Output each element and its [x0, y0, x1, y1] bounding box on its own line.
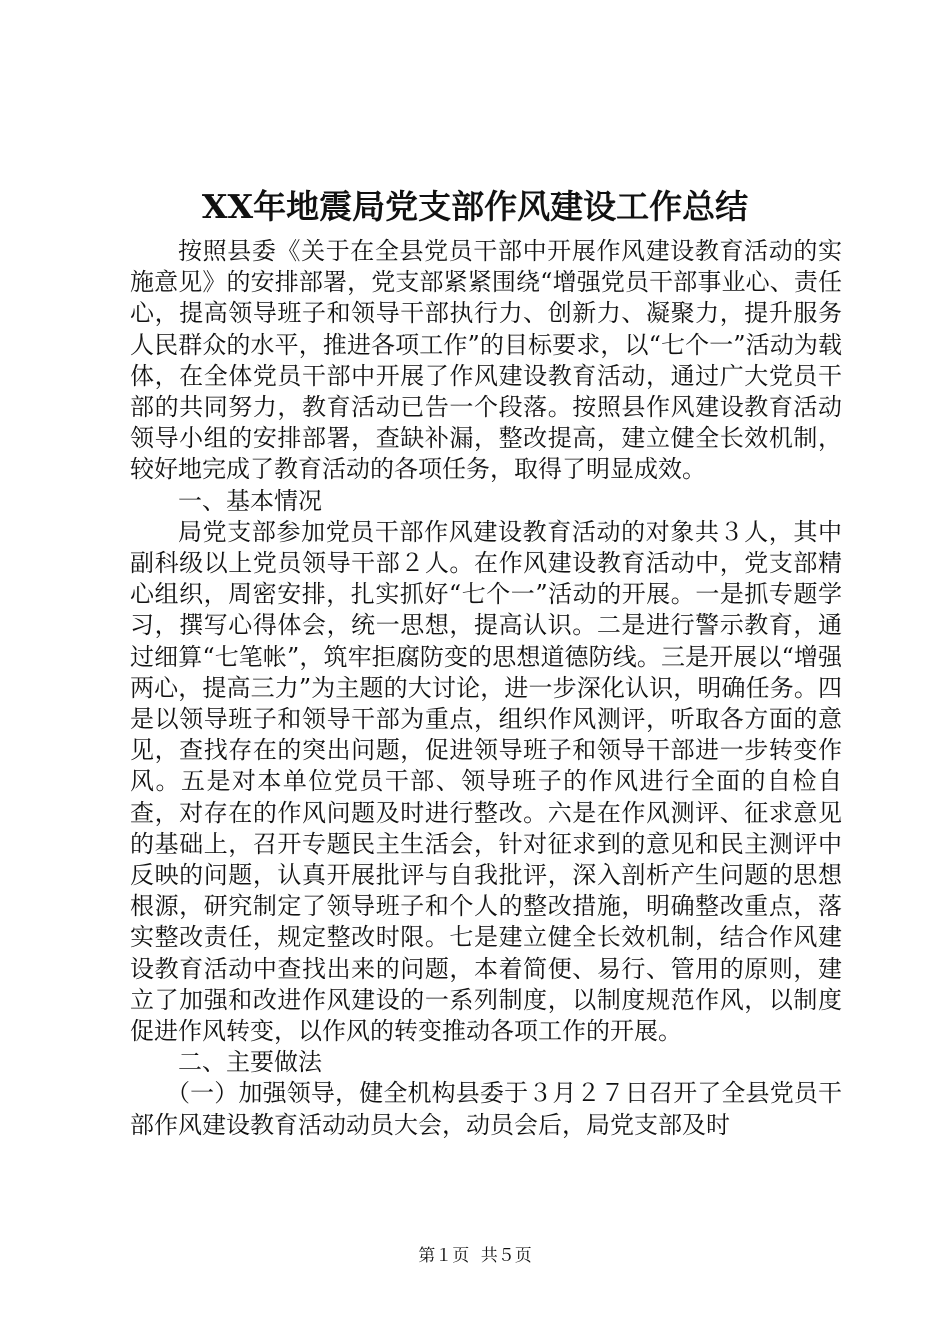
section-heading-basic-situation: 一、基本情况 — [178, 486, 322, 515]
section-heading-main-practices: 二、主要做法 — [178, 1048, 322, 1077]
page-footer — [0, 1244, 950, 1268]
document-body — [130, 236, 842, 1141]
page-number: 第１页 — [418, 1246, 470, 1266]
main-practices-paragraph: （一）加强领导，健全机构县委于３月２７日召开了全县党员干部作风建设教育活动动员大会，动员会后，局党支部及时 — [130, 1079, 842, 1139]
document-title: XX年地震局党支部作风建设工作总结 — [201, 187, 749, 226]
page-total: 共５页 — [480, 1246, 532, 1266]
intro-paragraph: 按照县委《关于在全县党员干部中开展作风建设教育活动的实施意见》的安排部署，党支部紧紧围绕“增强党员干部事业心、责任心，提高领导班子和领导干部执行力、创新力、凝聚力，提升服务人民群众的水平，推进各项工作”的目标要求，以“七个一”活动为载体，在全体党员干部中开展了作风建设教育活动，通过广大党员干部的共同努力，教育活动已告一个段落。按照县作风建设教育活动领导小组的安排部署，查缺补漏，整改提高，建立健全长效机制，较好地完成了教育活动的各项任务，取得了明显成效。 — [130, 237, 842, 484]
basic-situation-paragraph: 局党支部参加党员干部作风建设教育活动的对象共３人，其中副科级以上党员领导干部２人。在作风建设教育活动中，党支部精心组织，周密安排，扎实抓好“七个一”活动的开展。一是抓专题学习，撰写心得体会，统一思想，提高认识。二是进行警示教育，通过细算“七笔帐”，筑牢拒腐防变的思想道德防线。三是开展以“增强两心，提高三力”为主题的大讨论，进一步深化认识，明确任务。四是以领导班子和领导干部为重点，组织作风测评，听取各方面的意见，查找存在的突出问题，促进领导班子和领导干部进一步转变作风。五是对本单位党员干部、领导班子的作风进行全面的自检自查，对存在的作风问题及时进行整改。六是在作风测评、征求意见的基础上，召开专题民主生活会，针对征求到的意见和民主测评中反映的问题，认真开展批评与自我批评，深入剖析产生问题的思想根源，研究制定了领导班子和个人的整改措施，明确整改重点，落实整改责任，规定整改时限。七是建立健全长效机制，结合作风建设教育活动中查找出来的问题，本着简便、易行、管用的原则，建立了加强和改进作风建设的一系列制度，以制度规范作风，以制度促进作风转变，以作风的转变推动各项工作的开展。 — [130, 517, 842, 1046]
